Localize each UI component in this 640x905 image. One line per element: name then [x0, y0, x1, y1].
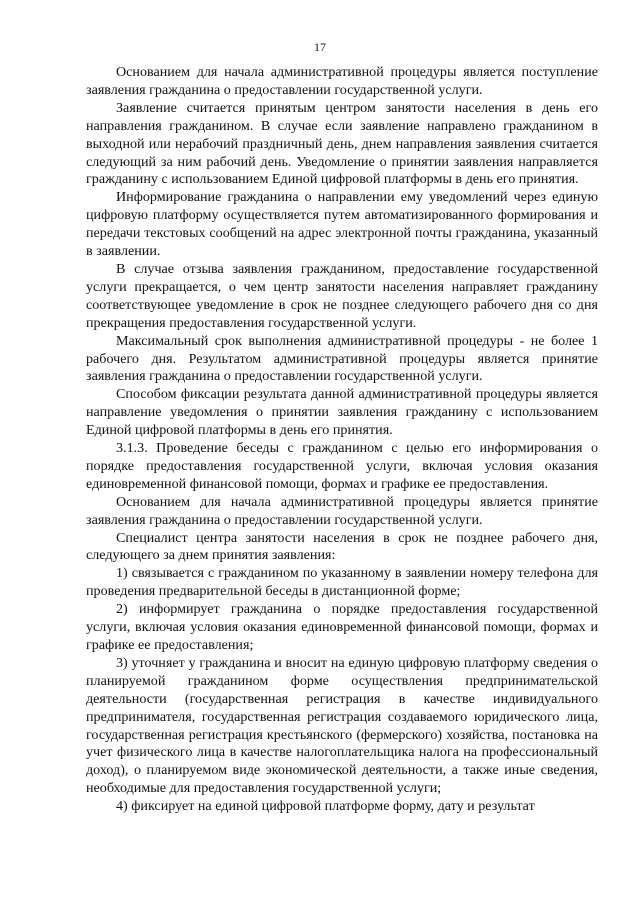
paragraph-section-3-1-3: 3.1.3. Проведение беседы с гражданином с целью его информирования о порядке предоставления государственной услуги, включая условия оказания единовременной финансовой помощи, формах и графике ее предоставления. — [86, 440, 598, 492]
list-item-1: 1) связывается с гражданином по указанному в заявлении номеру телефона для проведения предварительной беседы в дистанционной форме; — [86, 565, 598, 600]
paragraph-application-acceptance: Заявление считается принятым центром занятости населения в день его направления гражданином. В случае если заявление направлено гражданином в выходной или нерабочий праздничный день, днем направления заявления считается следующий за ним рабочий день. Уведомление о принятии заявления направляется гражданину с использованием Единой цифровой платформы в день его принятия. — [86, 99, 598, 188]
paragraph-fixation-method: Способом фиксации результата данной административной процедуры является направление уведомления о принятии заявления гражданину с использованием Единой цифровой платформы в день его принятия. — [86, 386, 598, 439]
paragraph-withdrawal: В случае отзыва заявления гражданином, предоставление государственной услуги прекращается, о чем центр занятости населения направляет гражданину соответствующее уведомление в срок не позднее следующего рабочего дня со дня прекращения предоставления государственной услуги. — [86, 260, 598, 331]
paragraph-notification-method: Информирование гражданина о направлении ему уведомлений через единую цифровую платформу осуществляется путем автоматизированного формирования и передачи текстовых сообщений на адрес электронной почты гражданина, указанный в заявлении. — [86, 189, 598, 260]
list-item-2: 2) информирует гражданина о порядке предоставления государственной услуги, включая условия оказания единовременной финансовой помощи, формах и графике ее предоставления; — [86, 601, 598, 653]
paragraph-basis: Основанием для начала административной процедуры является поступление заявления гражданина о предоставлении государственной услуги. — [86, 64, 598, 98]
list-item-4: 4) фиксирует на единой цифровой платформе форму, дату и результат — [116, 798, 535, 815]
document-body — [86, 64, 598, 816]
page-number: 17 — [314, 40, 326, 54]
paragraph-max-duration: Максимальный срок выполнения административной процедуры - не более 1 рабочего дня. Результатом административной процедуры является принятие заявления гражданина о предоставлении государственной услуги. — [86, 332, 598, 385]
paragraph-specialist: Специалист центра занятости населения в срок не позднее рабочего дня, следующего за днем принятия заявления: — [86, 529, 598, 564]
paragraph-basis-2: Основанием для начала административной процедуры является принятие заявления гражданина о предоставлении государственной услуги. — [86, 493, 598, 528]
list-item-3: 3) уточняет у гражданина и вносит на единую цифровую платформу сведения о планируемой гражданином форме осуществления предпринимательской деятельности (государственная регистрация в качестве индивидуального предпринимателя, государственная регистрация создаваемого юридического лица, государственная регистрация крестьянского (фермерского) хозяйства, постановка на учет физического лица в качестве налогоплательщика налога на профессиональный доход), о планируемом виде экономической деятельности, а также иные сведения, необходимые для предоставления государственной услуги; — [86, 654, 598, 797]
